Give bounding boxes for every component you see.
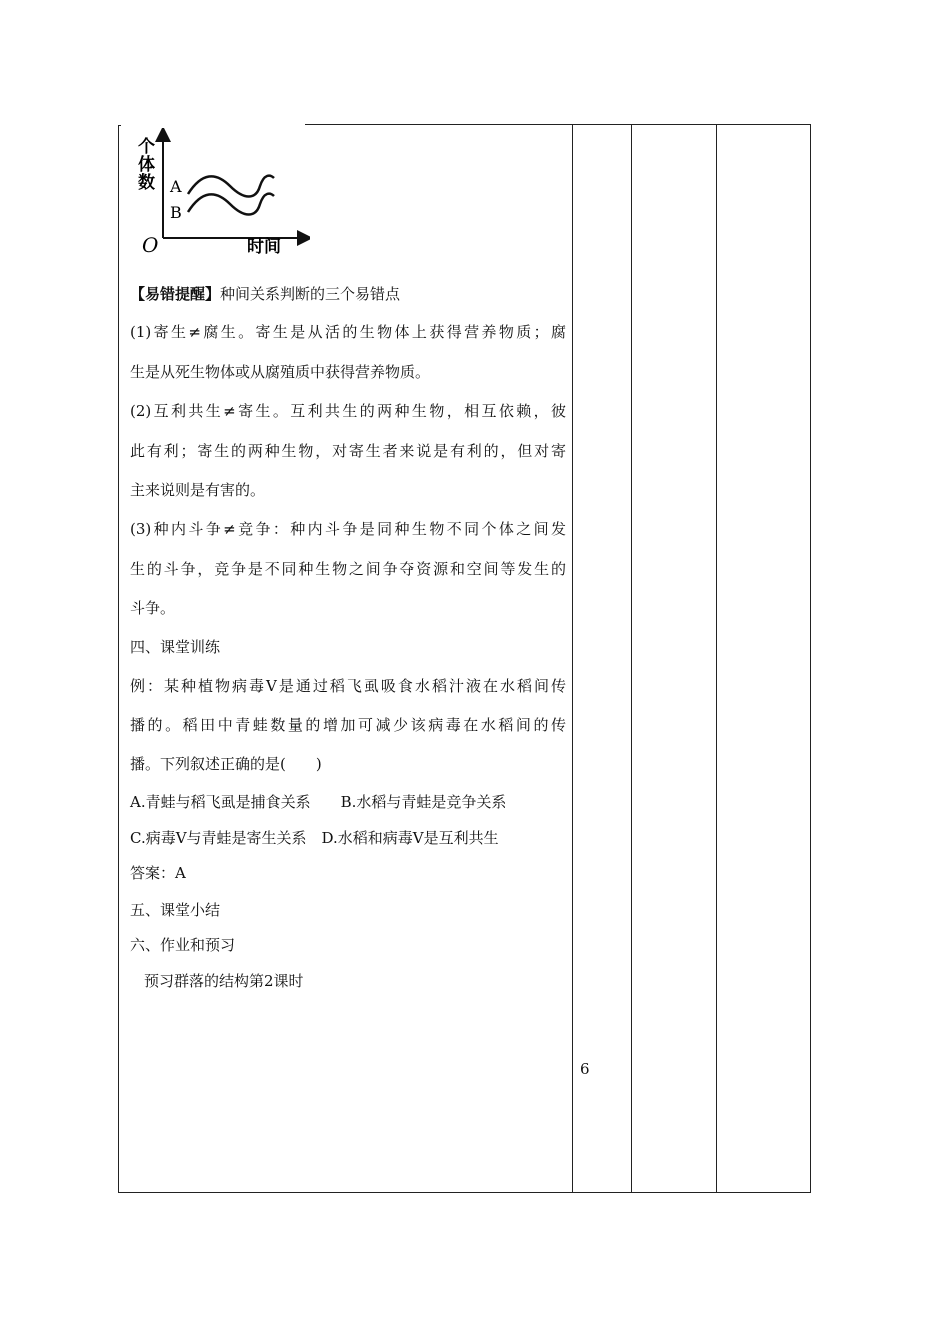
y-axis-label-1: 个 xyxy=(138,137,155,157)
paragraph-1-line-1: (1)寄生≠腐生。寄生是从活的生物体上获得营养物质；腐 xyxy=(130,323,566,341)
paragraph-2-line-1: (2)互利共生≠寄生。互利共生的两种生物，相互依赖，彼 xyxy=(130,402,566,420)
tip-heading-line xyxy=(130,283,400,304)
section-4-heading: 四、课堂训练 xyxy=(130,638,221,656)
section-6-heading: 六、作业和预习 xyxy=(130,936,236,954)
paragraph-3-line-1: (3)种内斗争≠竞争：种内斗争是同种生物不同个体之间发 xyxy=(130,520,566,538)
table-left-border xyxy=(118,125,119,1193)
answer-line: 答案：A xyxy=(130,864,186,882)
tip-title: 种间关系判断的三个易错点 xyxy=(220,285,401,303)
table-bottom-border xyxy=(118,1192,811,1193)
section-5-heading: 五、课堂小结 xyxy=(130,901,221,919)
page-number: 6 xyxy=(580,1060,590,1078)
curve-label-a: A xyxy=(170,177,182,196)
tip-heading: 【易错提醒】 xyxy=(130,285,221,303)
y-axis-label-3: 数 xyxy=(138,173,155,193)
example-line-1: 例：某种植物病毒Ⅴ是通过稻飞虱吸食水稻汁液在水稻间传 xyxy=(130,677,566,695)
paragraph-1-line-2: 生是从死生物体或从腐殖质中获得营养物质。 xyxy=(130,363,431,381)
column-divider-1 xyxy=(572,124,573,1193)
column-divider-3 xyxy=(716,124,717,1193)
preview-assignment: 预习群落的结构第2课时 xyxy=(144,972,304,990)
y-axis-label-2: 体 xyxy=(138,155,155,175)
paragraph-2-line-2: 此有利；寄生的两种生物，对寄生者来说是有利的，但对寄 xyxy=(130,442,566,460)
curve-b xyxy=(188,194,274,215)
population-chart xyxy=(130,128,310,260)
table-right-border xyxy=(810,124,811,1193)
curve-label-b: B xyxy=(170,203,182,222)
paragraph-2-line-3: 主来说则是有害的。 xyxy=(130,481,266,499)
paragraph-3-line-2: 生的斗争，竞争是不同种生物之间争夺资源和空间等发生的 xyxy=(130,560,566,578)
table-top-border xyxy=(305,124,811,125)
example-line-2: 播的。稻田中青蛙数量的增加可减少该病毒在水稻间的传 xyxy=(130,716,566,734)
x-axis-label: 时间 xyxy=(247,237,281,257)
origin-label: O xyxy=(142,233,159,257)
options-c-d: C.病毒Ⅴ与青蛙是寄生关系 D.水稻和病毒Ⅴ是互利共生 xyxy=(130,829,499,847)
column-divider-2 xyxy=(631,124,632,1193)
options-a-b: A.青蛙与稻飞虱是捕食关系 B.水稻与青蛙是竞争关系 xyxy=(130,793,507,811)
example-line-3: 播。下列叙述正确的是( ) xyxy=(130,755,322,773)
paragraph-3-line-3: 斗争。 xyxy=(130,599,176,617)
curve-a xyxy=(188,176,274,197)
